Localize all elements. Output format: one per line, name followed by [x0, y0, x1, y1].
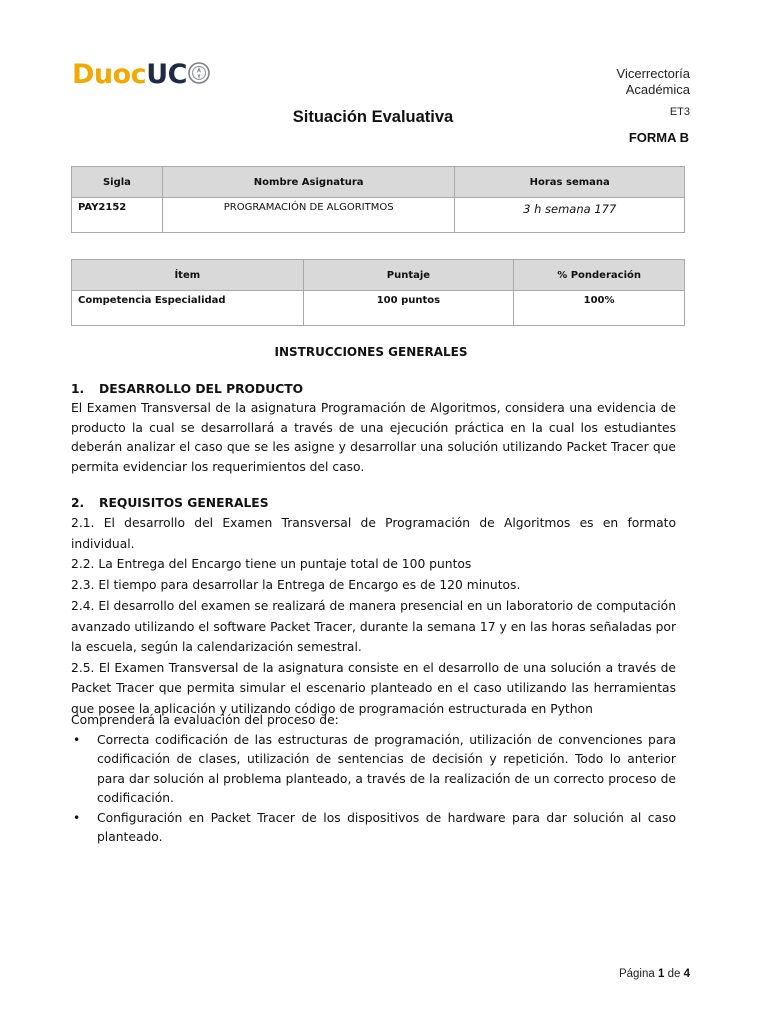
- subject-table: [71, 166, 685, 233]
- requirement-2-5: 2.5. El Examen Transversal de la asignatura consiste en el desarrollo de una solución a través de Packet Tracer que permita simular el escenario planteado en el caso utilizando las herramientas que posee la aplicación y utilizando código de programación estructurada en Python: [71, 660, 676, 716]
- logo-text-duoc: Duoc: [72, 58, 147, 90]
- section-1-number: 1.: [71, 382, 85, 396]
- requirement-2-2: 2.2. La Entrega del Encargo tiene un puntaje total de 100 puntos: [71, 557, 472, 572]
- header-sigla: Sigla: [72, 167, 163, 198]
- subject-table-header: [72, 167, 685, 198]
- evaluation-code: ET3: [669, 106, 690, 118]
- department-line-1: Vicerrectoría: [616, 66, 690, 81]
- cell-sigla: PAY2152: [72, 198, 163, 233]
- cell-ponderacion: 100%: [514, 291, 685, 326]
- bullet-icon: •: [73, 732, 81, 747]
- department-label: [617, 66, 690, 98]
- header-horas-semana: Horas semana: [455, 167, 685, 198]
- requirement-2-4: 2.4. El desarrollo del examen se realizará de manera presencial en un laboratorio de computación avanzado utilizando el software Packet Tracer, durante la semana 17 y en las horas señaladas por la escuela, según la calendarización semestral.: [71, 598, 676, 655]
- header-nombre-asignatura: Nombre Asignatura: [162, 167, 455, 198]
- section-1-title: DESARROLLO DEL PRODUCTO: [99, 382, 304, 396]
- list-item: [71, 731, 676, 809]
- cell-horas-semana: 3 h semana 177: [455, 198, 685, 233]
- cell-puntaje: 100 puntos: [303, 291, 514, 326]
- university-seal-icon: [188, 61, 210, 85]
- logo-text-uc: UC: [146, 58, 187, 90]
- section-1-paragraph: El Examen Transversal de la asignatura Programación de Algoritmos, considera una evidencia de producto la cual se desarrollará a través de una ejecución práctica en la cual los estudiantes deberán analizar el caso que se les asigne y desarrollar una solución utilizando Packet Tracer que permita evidenciar los requerimientos del caso.: [71, 401, 676, 474]
- items-table: [71, 259, 685, 326]
- section-2-title: REQUISITOS GENERALES: [99, 496, 269, 510]
- cell-item: Competencia Especialidad: [72, 291, 304, 326]
- bullet-icon: •: [73, 810, 81, 825]
- requirement-2-1: 2.1. El desarrollo del Examen Transversal de Programación de Algoritmos es en formato individual.: [71, 516, 676, 551]
- list-item: [71, 809, 676, 848]
- evaluation-list: [71, 731, 676, 848]
- page-word: Página: [618, 968, 655, 980]
- section-requisitos: [71, 494, 676, 719]
- items-table-header: [72, 260, 685, 291]
- page-number: [619, 968, 690, 980]
- evaluation-section: [71, 711, 676, 848]
- department-line-2: Académica: [625, 82, 690, 97]
- list-item-text: Configuración en Packet Tracer de los dispositivos de hardware para dar solución al caso planteado.: [97, 810, 676, 844]
- header-item: Ítem: [72, 260, 304, 291]
- table-row: [72, 291, 685, 326]
- evaluation-intro: Comprenderá la evaluación del proceso de:: [71, 713, 339, 727]
- page-current: 1: [657, 968, 665, 980]
- page-total: 4: [683, 968, 690, 980]
- cell-nombre-asignatura: PROGRAMACIÓN DE ALGORITMOS: [162, 198, 455, 233]
- section-desarrollo: [71, 380, 676, 477]
- form-label: FORMA B: [628, 130, 689, 145]
- header-puntaje: Puntaje: [303, 260, 514, 291]
- document-title: Situación Evaluativa: [292, 108, 454, 126]
- duocuc-logo: [72, 57, 210, 91]
- requirement-2-3: 2.3. El tiempo para desarrollar la Entrega de Encargo es de 120 minutos.: [71, 578, 521, 593]
- list-item-text: Correcta codificación de las estructuras de programación, utilización de convenciones para codificación de clases, utilización de sentencias de decisión y repetición. Todo lo anterior para dar solución al problema planteado, a través de la realización de un correcto proceso de codificación.: [97, 732, 676, 805]
- instructions-heading: INSTRUCCIONES GENERALES: [274, 345, 468, 359]
- section-2-number: 2.: [71, 496, 85, 510]
- page-of-word: de: [667, 968, 681, 980]
- table-row: [72, 198, 685, 233]
- header-ponderacion: % Ponderación: [514, 260, 685, 291]
- section-2-heading: [71, 494, 676, 513]
- section-1-heading: [71, 380, 676, 399]
